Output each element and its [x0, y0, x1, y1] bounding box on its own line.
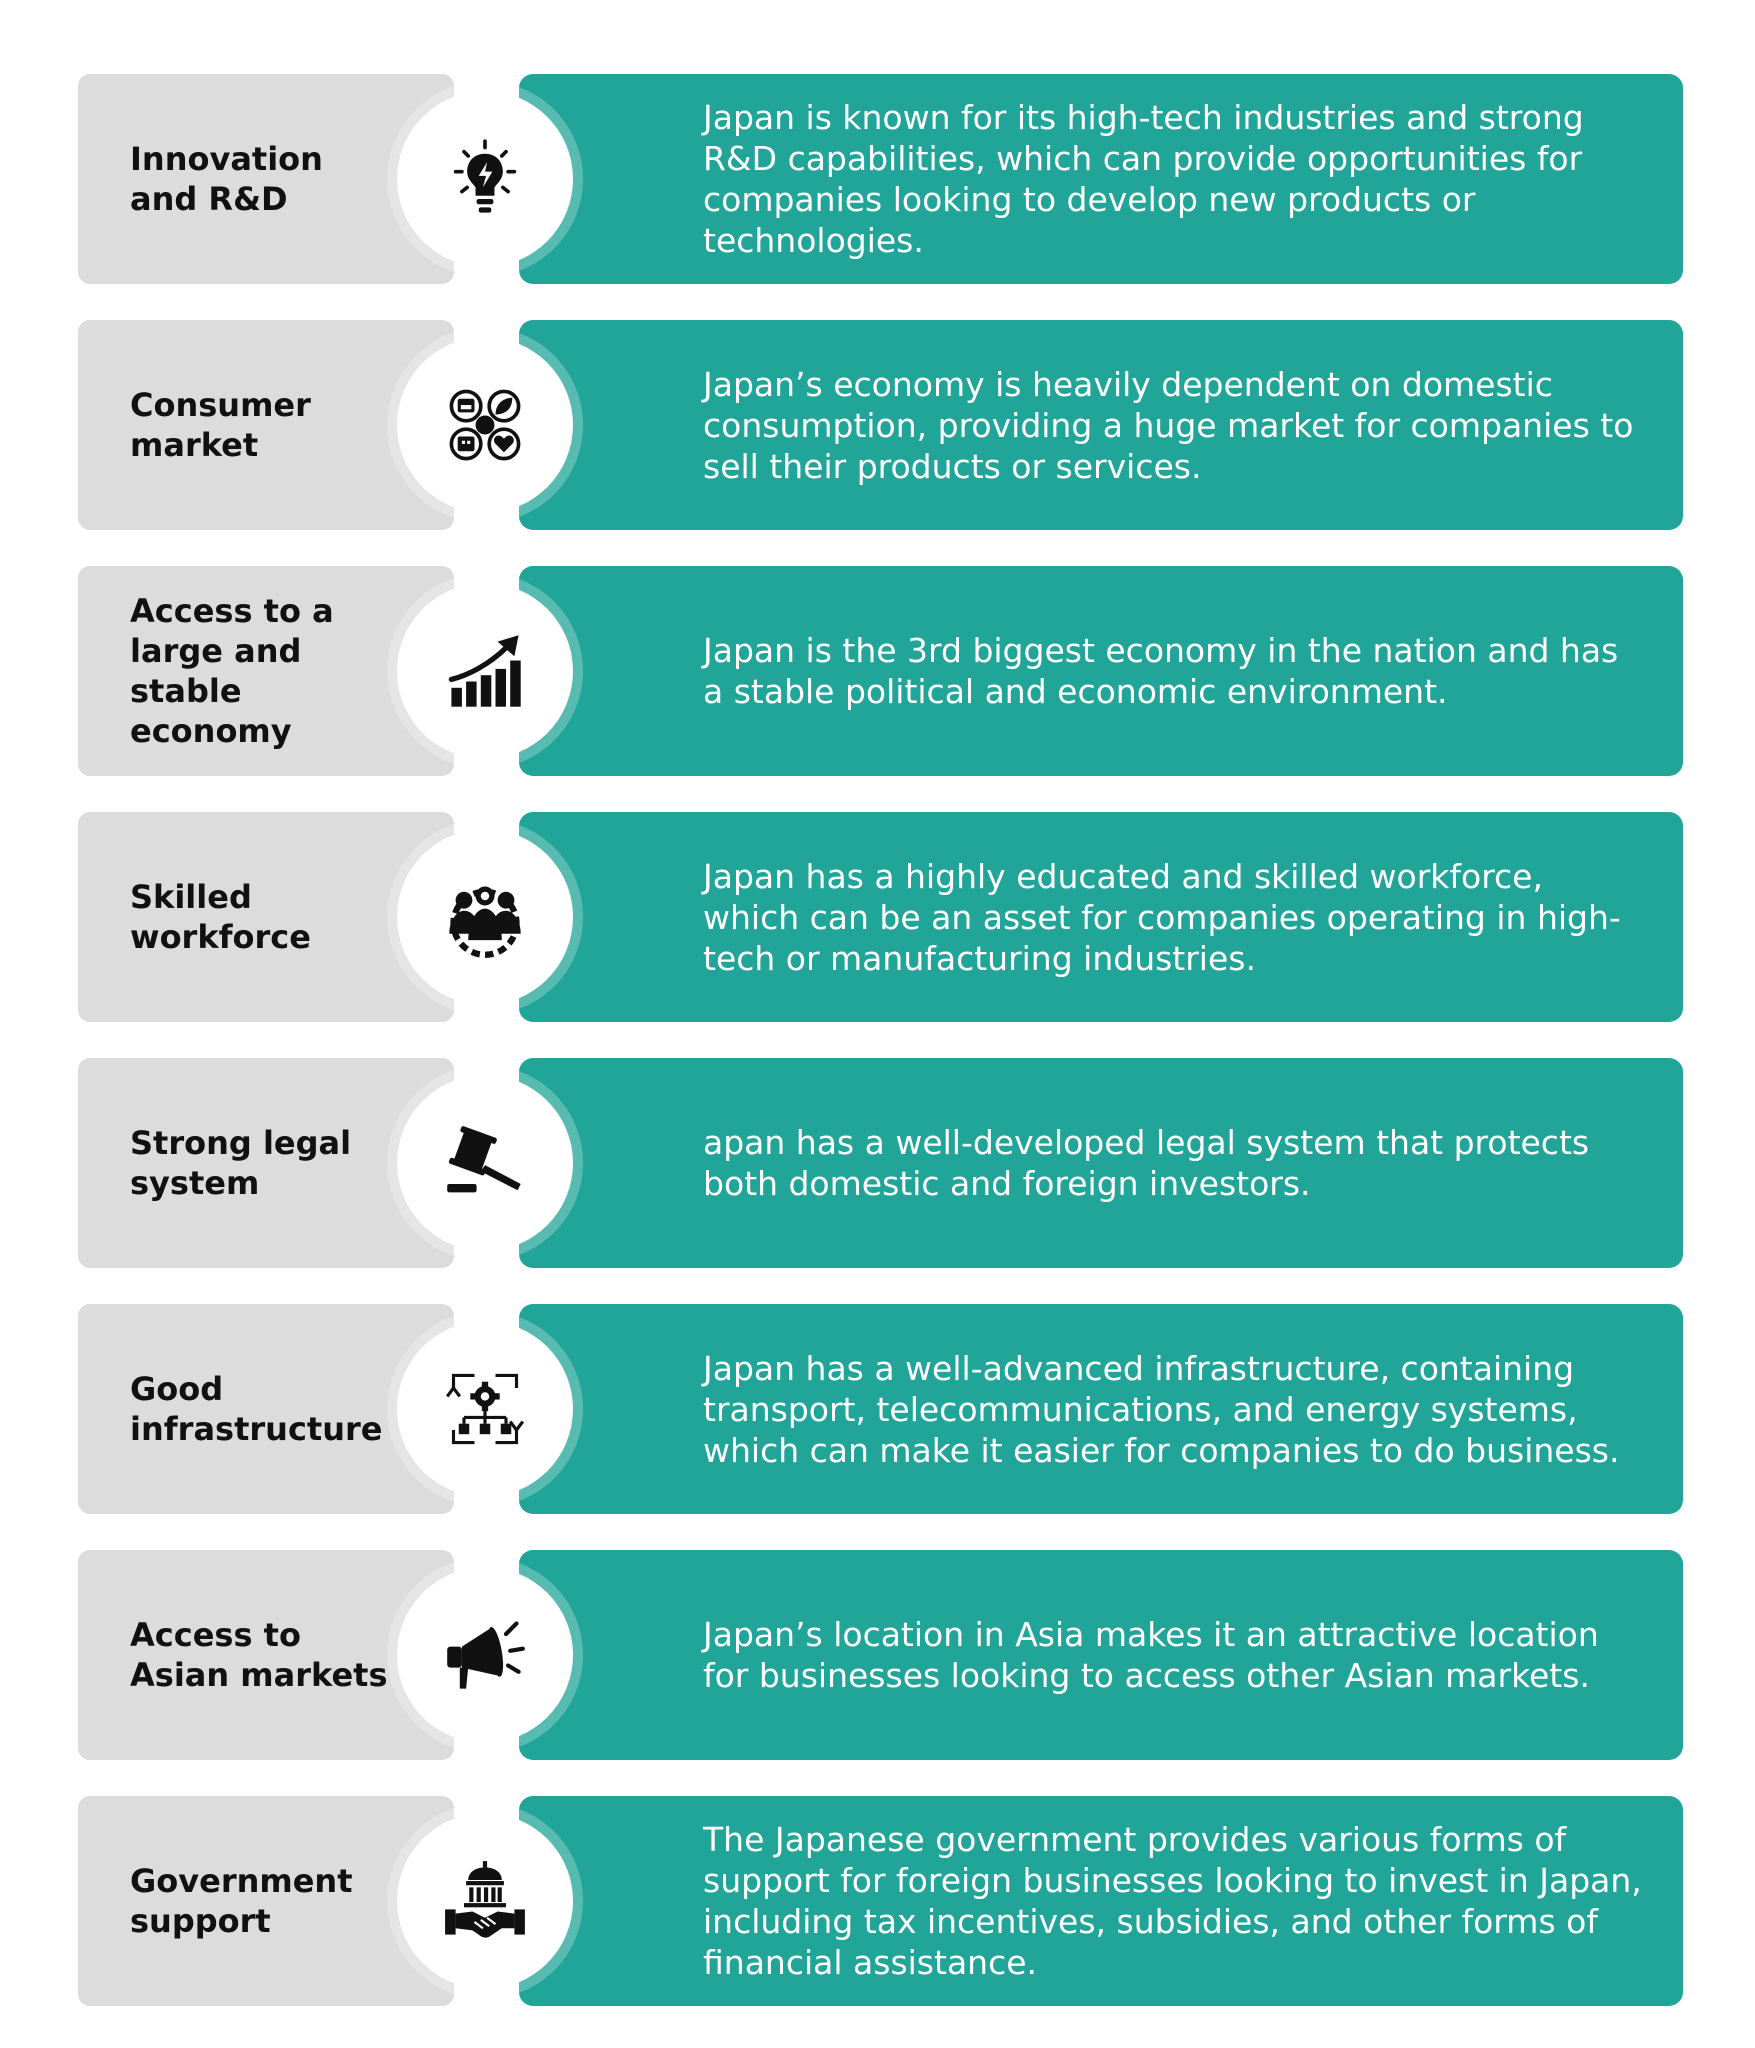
benefit-row-legal [78, 1058, 1683, 1268]
benefit-description-box [519, 1550, 1683, 1760]
benefit-description: Japan is the 3rd biggest economy in the nation and has a stable political and economic environment. [703, 631, 1619, 711]
growth-chart-icon [443, 629, 527, 713]
benefit-label: Strong legal system [130, 1124, 352, 1202]
gavel-icon [443, 1121, 527, 1205]
icon-circle [397, 1567, 573, 1743]
benefit-description-box [519, 1058, 1683, 1268]
benefit-row-economy [78, 566, 1683, 776]
benefit-description-box [519, 812, 1683, 1022]
benefit-description: apan has a well-developed legal system that protects both domestic and foreign investors. [703, 1123, 1590, 1203]
benefit-row-infrastructure [78, 1304, 1683, 1514]
benefit-label: Access to a large and stable economy [130, 592, 334, 750]
megaphone-icon [443, 1613, 527, 1697]
benefit-description-box [519, 320, 1683, 530]
benefit-description-box [519, 1304, 1683, 1514]
benefit-description: Japan’s location in Asia makes it an attractive location for businesses looking to access other Asian markets. [703, 1615, 1599, 1695]
icon-circle [397, 337, 573, 513]
benefit-description: Japan’s economy is heavily dependent on domestic consumption, providing a huge market for companies to sell their products or services. [703, 364, 1634, 486]
team-gear-icon [443, 875, 527, 959]
benefit-description: Japan has a well-advanced infrastructure, containing transport, telecommunications, and energy systems, which can make it easier for companies to do business. [703, 1348, 1620, 1470]
benefit-description: Japan is known for its high-tech industries and strong R&D capabilities, which can provide opportunities for companies looking to develop new products or technologies. [703, 98, 1584, 260]
benefit-row-innovation [78, 74, 1683, 284]
icon-circle [397, 1321, 573, 1497]
benefit-row-workforce [78, 812, 1683, 1022]
benefit-row-asian-markets [78, 1550, 1683, 1760]
benefit-description-box [519, 1796, 1683, 2006]
icon-circle [397, 1813, 573, 1989]
benefit-label: Good infrastructure [130, 1370, 383, 1448]
benefit-label: Access to Asian markets [130, 1616, 388, 1694]
icon-circle [397, 829, 573, 1005]
icon-circle [397, 583, 573, 759]
benefit-description-box [519, 74, 1683, 284]
benefit-row-consumer-market [78, 320, 1683, 530]
benefit-label: Innovation and R&D [130, 140, 323, 218]
benefit-description: Japan has a highly educated and skilled workforce, which can be an asset for companies operating in high-tech or manufacturing industries. [703, 856, 1621, 978]
infrastructure-network-icon [443, 1367, 527, 1451]
icon-circle [397, 1075, 573, 1251]
consumer-products-icon [443, 383, 527, 467]
benefit-label: Skilled workforce [130, 878, 311, 956]
benefit-description: The Japanese government provides various forms of support for foreign businesses looking to invest in Japan, including tax incentives, subsidies, and other forms of financial assistance. [703, 1820, 1642, 1982]
benefit-row-government [78, 1796, 1683, 2006]
benefit-description-box [519, 566, 1683, 776]
government-handshake-icon [443, 1859, 527, 1943]
icon-circle [397, 91, 573, 267]
lightbulb-icon [443, 137, 527, 221]
benefit-label: Government support [130, 1862, 353, 1940]
benefit-label: Consumer market [130, 386, 311, 464]
